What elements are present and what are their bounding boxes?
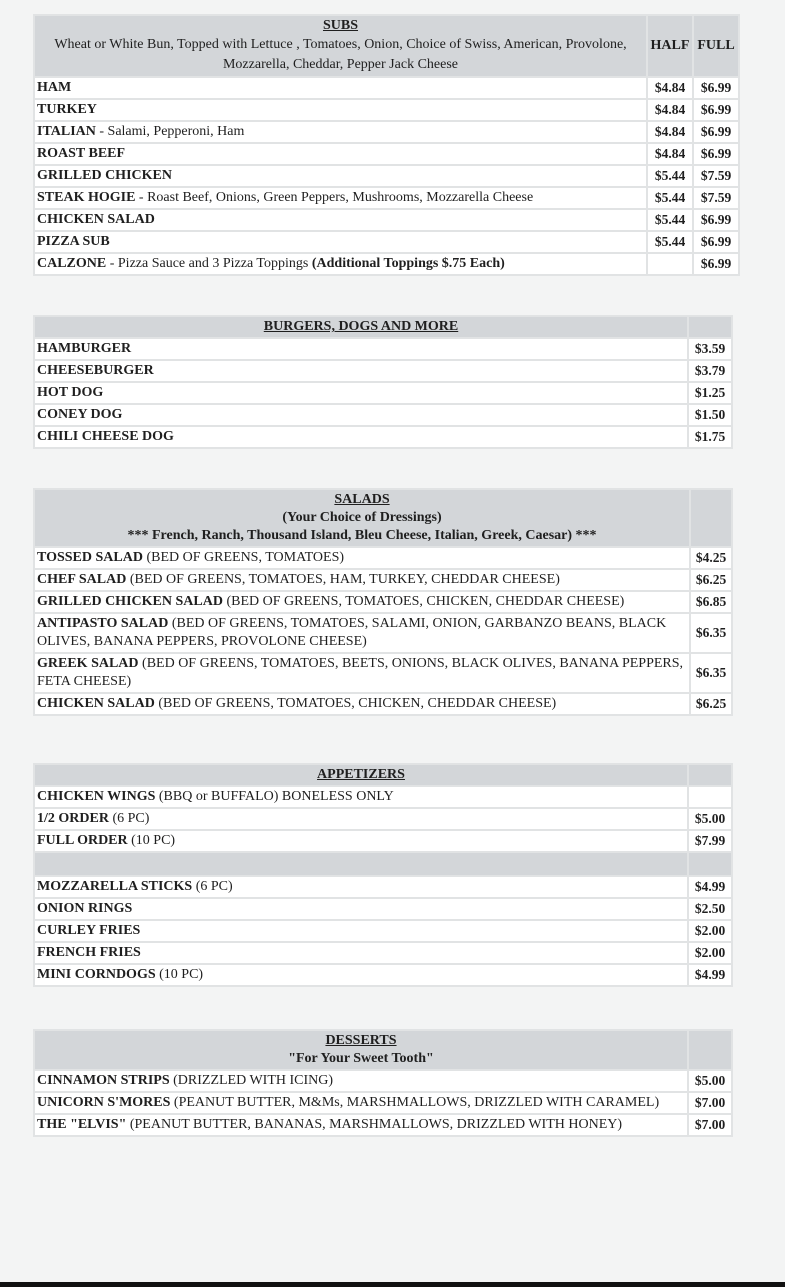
subs-table	[33, 14, 740, 276]
subs-header-cell	[34, 15, 647, 77]
menu-item-row	[34, 99, 739, 121]
menu-item-cell	[34, 404, 688, 426]
price-price: $7.00	[688, 1114, 732, 1136]
menu-item-row	[34, 808, 732, 830]
full-price: $7.59	[693, 165, 739, 187]
menu-item-cell	[34, 165, 647, 187]
half-price: $4.84	[647, 99, 693, 121]
menu-item-cell	[34, 653, 690, 693]
salads-title: SALADS	[334, 492, 390, 507]
menu-item-cell	[34, 209, 647, 231]
desserts-header-cell	[34, 1030, 688, 1070]
menu-item-row	[34, 382, 732, 404]
salads-table	[33, 488, 733, 716]
full-price: $6.99	[693, 143, 739, 165]
full-price: $6.99	[693, 121, 739, 143]
price-price: $6.25	[690, 569, 732, 591]
menu-item-name: THE "ELVIS"	[37, 1117, 127, 1132]
full-price: $7.59	[693, 187, 739, 209]
menu-item-name: CHEF SALAD	[37, 572, 127, 587]
desserts-header-price-cell	[688, 1030, 732, 1070]
menu-item-cell	[34, 898, 688, 920]
menu-item-desc: (BED OF GREENS, TOMATOES, CHICKEN, CHEDDAR CHEESE)	[154, 696, 557, 711]
menu-item-row	[34, 1092, 732, 1114]
full-price: $6.99	[693, 231, 739, 253]
menu-item-cell	[34, 547, 690, 569]
price-price: $3.59	[688, 338, 732, 360]
menu-item-desc: (BED OF GREENS, TOMATOES, BEETS, ONIONS, BLACK OLIVES, BANANA PEPPERS, FETA CHEESE)	[37, 656, 684, 689]
menu-item-cell	[34, 1070, 688, 1092]
menu-item-row	[34, 898, 732, 920]
burgers-header-cell	[34, 316, 688, 338]
menu-item-desc: (6 PC)	[108, 811, 150, 826]
chicken-wings-desc: (BBQ or BUFFALO) BONELESS ONLY	[155, 789, 394, 804]
menu-item-cell	[34, 693, 690, 715]
menu-item-desc: (10 PC)	[155, 967, 204, 982]
menu-item-cell	[34, 808, 688, 830]
salads-subtitle: (Your Choice of Dressings)	[282, 510, 442, 525]
appetizers-title: APPETIZERS	[317, 767, 405, 782]
menu-item-desc: (BED OF GREENS, TOMATOES, SALAMI, ONION, GARBANZO BEANS, BLACK OLIVES, BANANA PEPPERS, PROVOLONE CHEESE)	[37, 616, 667, 649]
menu-item-name: GRILLED CHICKEN SALAD	[37, 594, 223, 609]
appetizers-header-price-cell	[688, 764, 732, 786]
calzone-name: CALZONE	[37, 256, 107, 271]
menu-item-cell	[34, 591, 690, 613]
menu-item-row	[34, 1070, 732, 1092]
burgers-header-row	[34, 316, 732, 338]
menu-item-cell	[34, 382, 688, 404]
price-price: $5.00	[688, 1070, 732, 1092]
menu-item-row	[34, 653, 732, 693]
menu-item-row	[34, 693, 732, 715]
menu-item-name: 1/2 ORDER	[37, 811, 109, 826]
menu-item-cell	[34, 830, 688, 852]
menu-item-name: CHICKEN SALAD	[37, 696, 155, 711]
menu-item-name: FULL ORDER	[37, 833, 128, 848]
desserts-subtitle: "For Your Sweet Tooth"	[288, 1051, 434, 1066]
menu-item-name: CINNAMON STRIPS	[37, 1073, 170, 1088]
price-price: $7.00	[688, 1092, 732, 1114]
price-price: $2.00	[688, 920, 732, 942]
menu-item-row	[34, 830, 732, 852]
menu-item-desc: (BED OF GREENS, TOMATOES, HAM, TURKEY, CHEDDAR CHEESE)	[126, 572, 560, 587]
menu-item-cell	[34, 338, 688, 360]
menu-item-cell	[34, 876, 688, 898]
menu-item-name: GRILLED CHICKEN	[37, 168, 172, 183]
menu-item-row	[34, 426, 732, 448]
menu-item-cell	[34, 920, 688, 942]
menu-item-desc: - Salami, Pepperoni, Ham	[95, 124, 245, 139]
menu-item-row	[34, 165, 739, 187]
desserts-header-row	[34, 1030, 732, 1070]
menu-item-name: STEAK HOGIE	[37, 190, 136, 205]
menu-item-name: CONEY DOG	[37, 407, 123, 422]
menu-item-desc: (BED OF GREENS, TOMATOES, CHICKEN, CHEDDAR CHEESE)	[222, 594, 625, 609]
menu-item-desc: - Roast Beef, Onions, Green Peppers, Mushrooms, Mozzarella Cheese	[135, 190, 534, 205]
menu-item-desc: (DRIZZLED WITH ICING)	[169, 1073, 334, 1088]
chicken-wings-name: CHICKEN WINGS	[37, 789, 156, 804]
menu-item-row	[34, 547, 732, 569]
menu-item-row	[34, 231, 739, 253]
menu-item-row	[34, 1114, 732, 1136]
salads-header-row	[34, 489, 732, 547]
menu-item-name: ANTIPASTO SALAD	[37, 616, 169, 631]
full-price: $6.99	[693, 209, 739, 231]
appetizers-table	[33, 763, 733, 987]
menu-item-name: CHEESEBURGER	[37, 363, 154, 378]
half-column-header: HALF	[647, 15, 693, 77]
menu-item-row	[34, 876, 732, 898]
subs-description: Wheat or White Bun, Topped with Lettuce , Tomatoes, Onion, Choice of Swiss, American, Provolone, Mozzarella, Cheddar, Pepper Jack Cheese	[54, 37, 627, 72]
price-price: $7.99	[688, 830, 732, 852]
menu-item-name: ITALIAN	[37, 124, 96, 139]
price-price: $4.99	[688, 876, 732, 898]
menu-item-row	[34, 613, 732, 653]
menu-item-name: MOZZARELLA STICKS	[37, 879, 193, 894]
half-price: $5.44	[647, 209, 693, 231]
menu-item-name: ONION RINGS	[37, 901, 133, 916]
menu-item-row	[34, 209, 739, 231]
menu-item-name: CHICKEN SALAD	[37, 212, 155, 227]
menu-item-row	[34, 360, 732, 382]
desserts-table	[33, 1029, 733, 1137]
salads-dressings: *** French, Ranch, Thousand Island, Bleu Cheese, Italian, Greek, Caesar) ***	[127, 528, 597, 543]
menu-item-name: PIZZA SUB	[37, 234, 110, 249]
menu-item-name: ROAST BEEF	[37, 146, 126, 161]
menu-item-row	[34, 143, 739, 165]
half-price: $5.44	[647, 231, 693, 253]
full-column-header: FULL	[693, 15, 739, 77]
appetizers-separator-row	[34, 852, 732, 876]
separator-cell	[34, 852, 688, 876]
appetizers-header-cell	[34, 764, 688, 786]
salads-header-cell	[34, 489, 690, 547]
menu-item-row	[34, 569, 732, 591]
menu-item-desc: (PEANUT BUTTER, BANANAS, MARSHMALLOWS, DRIZZLED WITH HONEY)	[126, 1117, 623, 1132]
price-price: $1.75	[688, 426, 732, 448]
price-price: $2.00	[688, 942, 732, 964]
menu-item-cell	[34, 1092, 688, 1114]
half-price: $4.84	[647, 121, 693, 143]
menu-item-desc: (PEANUT BUTTER, M&Ms, MARSHMALLOWS, DRIZZLED WITH CARAMEL)	[170, 1095, 660, 1110]
price-price: $1.50	[688, 404, 732, 426]
price-price: $1.25	[688, 382, 732, 404]
menu-item-cell	[34, 187, 647, 209]
menu-item-row	[34, 920, 732, 942]
menu-item-name: MINI CORNDOGS	[37, 967, 156, 982]
separator-price-cell	[688, 852, 732, 876]
menu-item-row	[34, 121, 739, 143]
menu-item-name: CHILI CHEESE DOG	[37, 429, 174, 444]
menu-item-cell	[34, 942, 688, 964]
half-price: $4.84	[647, 77, 693, 99]
menu-item-name: UNICORN S'MORES	[37, 1095, 171, 1110]
price-price: $3.79	[688, 360, 732, 382]
burgers-title: BURGERS, DOGS AND MORE	[263, 319, 459, 334]
price-price: $4.99	[688, 964, 732, 986]
menu-item-desc: (BED OF GREENS, TOMATOES)	[142, 550, 345, 565]
menu-item-name: GREEK SALAD	[37, 656, 139, 671]
menu-item-cell	[34, 77, 647, 99]
menu-item-row	[34, 338, 732, 360]
price-price: $6.85	[690, 591, 732, 613]
menu-item-cell	[34, 99, 647, 121]
bottom-border	[0, 1282, 785, 1287]
appetizers-header-row	[34, 764, 732, 786]
half-price: $5.44	[647, 165, 693, 187]
menu-item-row	[34, 187, 739, 209]
menu-item-name: TOSSED SALAD	[37, 550, 143, 565]
menu-item-name: FRENCH FRIES	[37, 945, 141, 960]
full-price: $6.99	[693, 99, 739, 121]
menu-item-name: CURLEY FRIES	[37, 923, 141, 938]
subs-title: SUBS	[322, 18, 359, 33]
calzone-full-price: $6.99	[693, 253, 739, 275]
calzone-half-price	[647, 253, 693, 275]
menu-item-cell	[34, 569, 690, 591]
menu-item-cell	[34, 143, 647, 165]
menu-item-cell	[34, 613, 690, 653]
calzone-row	[34, 253, 739, 275]
full-price: $6.99	[693, 77, 739, 99]
calzone-note: (Additional Toppings $.75 Each)	[311, 256, 505, 271]
price-price: $6.35	[690, 653, 732, 693]
menu-item-cell	[34, 231, 647, 253]
chicken-wings-row	[34, 786, 732, 808]
menu-item-cell	[34, 964, 688, 986]
half-price: $4.84	[647, 143, 693, 165]
menu-item-cell	[34, 360, 688, 382]
menu-item-cell	[34, 121, 647, 143]
calzone-desc: - Pizza Sauce and 3 Pizza Toppings	[106, 256, 312, 271]
menu-item-row	[34, 964, 732, 986]
menu-item-name: HAM	[37, 80, 72, 95]
menu-item-name: HAMBURGER	[37, 341, 132, 356]
burgers-table	[33, 315, 733, 449]
subs-header-row	[34, 15, 739, 77]
menu-item-desc: (10 PC)	[127, 833, 176, 848]
price-price: $5.00	[688, 808, 732, 830]
menu-item-desc: (6 PC)	[192, 879, 233, 894]
menu-item-cell	[34, 426, 688, 448]
menu-item-row	[34, 77, 739, 99]
chicken-wings-cell	[34, 786, 688, 808]
price-price: $6.35	[690, 613, 732, 653]
chicken-wings-price	[688, 786, 732, 808]
menu-item-row	[34, 404, 732, 426]
price-price: $2.50	[688, 898, 732, 920]
burgers-header-price-cell	[688, 316, 732, 338]
price-price: $6.25	[690, 693, 732, 715]
menu-item-row	[34, 591, 732, 613]
salads-header-price-cell	[690, 489, 732, 547]
menu-item-row	[34, 942, 732, 964]
calzone-name-cell	[34, 253, 647, 275]
menu-item-name: TURKEY	[37, 102, 97, 117]
desserts-title: DESSERTS	[325, 1033, 397, 1048]
menu-item-cell	[34, 1114, 688, 1136]
price-price: $4.25	[690, 547, 732, 569]
menu-item-name: HOT DOG	[37, 385, 104, 400]
half-price: $5.44	[647, 187, 693, 209]
